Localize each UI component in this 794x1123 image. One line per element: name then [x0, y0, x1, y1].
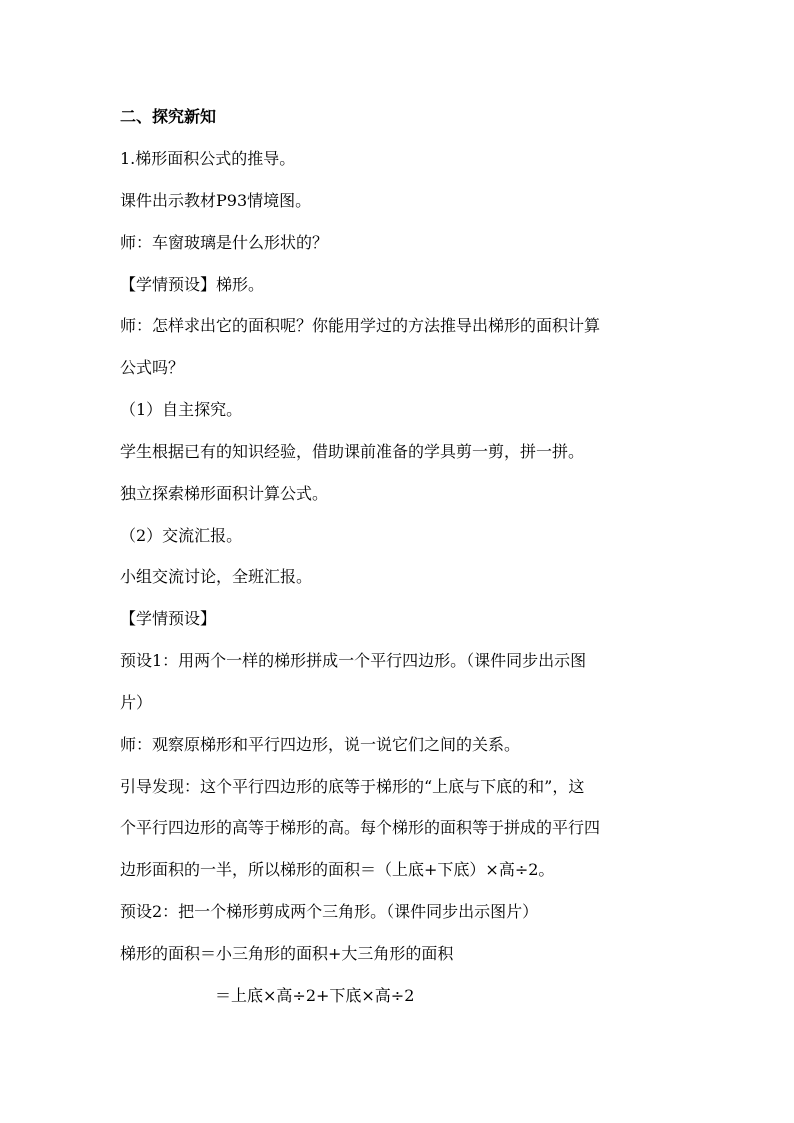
paragraph-line: 师：怎样求出它的面积呢？你能用学过的方法推导出梯形的面积计算 [120, 316, 601, 335]
paragraph-line: 师：观察原梯形和平行四边形，说一说它们之间的关系。 [120, 735, 521, 754]
paragraph-line: （1）自主探究。 [120, 400, 243, 419]
formula-line: 梯形的面积＝小三角形的面积+大三角形的面积 [120, 944, 454, 963]
paragraph-line: 预设2：把一个梯形剪成两个三角形。（课件同步出示图片） [120, 902, 539, 921]
section-heading: 二、探究新知 [120, 107, 217, 126]
subsection-title: 1.梯形面积公式的推导。 [120, 149, 296, 168]
paragraph-line: 公式吗？ [120, 358, 185, 377]
paragraph-line: 【学情预设】 [120, 609, 217, 628]
paragraph-line: 片） [120, 693, 153, 712]
paragraph-line: 师：车窗玻璃是什么形状的？ [120, 233, 329, 252]
paragraph-line: （2）交流汇报。 [120, 526, 243, 545]
paragraph-line: 课件出示教材P93情境图。 [120, 191, 312, 210]
paragraph-line: 【学情预设】梯形。 [120, 275, 265, 294]
paragraph-line: 边形面积的一半，所以梯形的面积＝（上底+下底）×高÷2。 [120, 860, 555, 879]
paragraph-line: 独立探索梯形面积计算公式。 [120, 484, 329, 503]
paragraph-line: 小组交流讨论，全班汇报。 [120, 567, 313, 586]
paragraph-line: 个平行四边形的高等于梯形的高。每个梯形的面积等于拼成的平行四 [120, 818, 601, 837]
paragraph-line: 预设1：用两个一样的梯形拼成一个平行四边形。（课件同步出示图 [120, 651, 587, 670]
paragraph-line: 引导发现：这个平行四边形的底等于梯形的“上底与下底的和”，这 [120, 777, 585, 796]
paragraph-line: 学生根据已有的知识经验，借助课前准备的学具剪一剪，拼一拼。 [120, 442, 585, 461]
formula-continuation: ＝上底×高÷2+下底×高÷2 [215, 986, 415, 1005]
